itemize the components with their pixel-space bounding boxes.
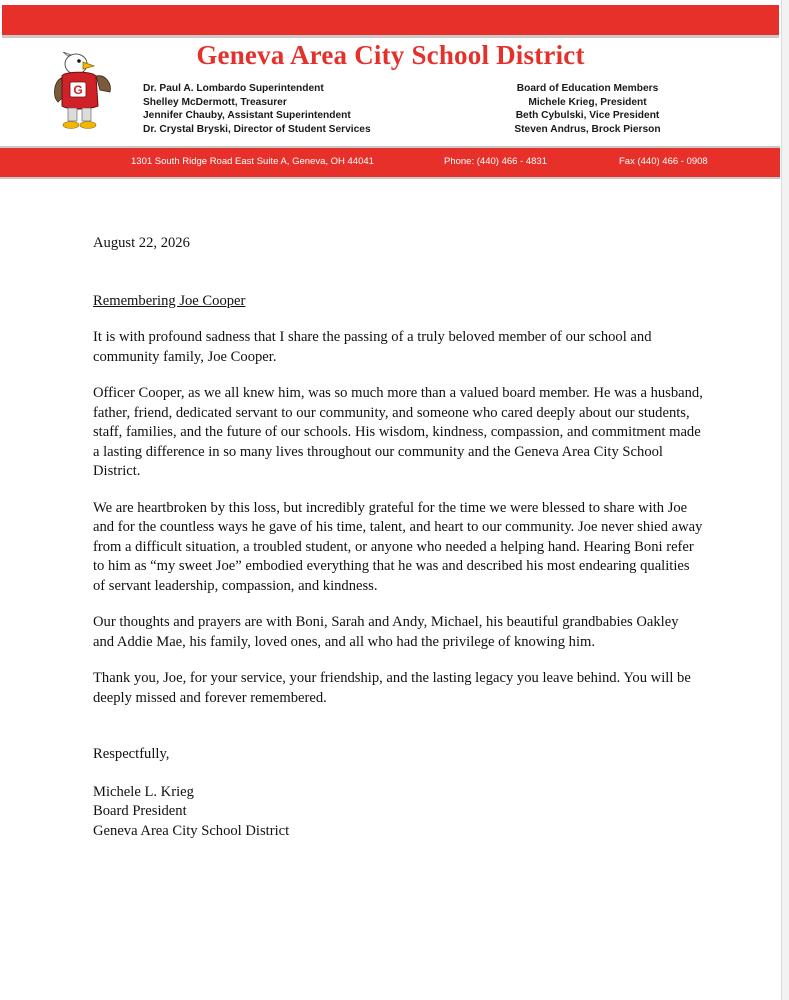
- signature-name: Michele L. Krieg: [93, 783, 194, 800]
- fax-text: Fax (440) 466 - 0908: [619, 156, 708, 167]
- letter-subject: Remembering Joe Cooper: [93, 292, 246, 309]
- admin-line: Dr. Paul A. Lombardo Superintendent: [143, 83, 324, 94]
- paragraph: We are heartbroken by this loss, but incredibly grateful for the time we were blessed to share with Joe and for the countless ways he gave of his time, talent, and heart to our community. Joe never shied away from a difficult situation, a troubled student, or anyone who needed a helping hand. Hearing Boni refer to him as “my sweet Joe” embodied everything that he was and described his most endearing qualities of servant leadership, compassion, and kindness.: [93, 499, 703, 594]
- admin-line: Shelley McDermott, Treasurer: [143, 96, 287, 108]
- letter-body: [93, 234, 703, 841]
- board-line: Michele Krieg, President: [528, 96, 647, 108]
- signature-organization: Geneva Area City School District: [93, 822, 290, 839]
- paragraph: Thank you, Joe, for your service, your friendship, and the lasting legacy you leave behind. You will be deeply missed and forever remembered.: [93, 670, 691, 706]
- paragraph: It is with profound sadness that I share the passing of a truly beloved member of our school and community family, Joe Cooper.: [93, 329, 652, 365]
- letter-date: August 22, 2026: [93, 235, 190, 251]
- paragraph: Our thoughts and prayers are with Boni, Sarah and Andy, Michael, his beautiful grandbabies Oakley and Addie Mae, his family, loved ones, and all who had the privilege of knowing him.: [93, 614, 679, 650]
- paragraph: Officer Cooper, as we all knew him, was so much more than a valued board member. He was a husband, father, friend, dedicated servant to our community, and someone who cared deeply about our students, staff, families, and the future of our schools. His wisdom, kindness, compassion, and commitment made a lasting difference in so many lives throughout our community and the Geneva Area City School District.: [93, 385, 703, 479]
- board-line: Steven Andrus, Brock Pierson: [514, 123, 661, 135]
- board-heading: Board of Education Members: [516, 83, 659, 94]
- signature-title: Board President: [93, 803, 187, 819]
- address-text: 1301 South Ridge Road East Suite A, Geneva, OH 44041: [131, 156, 374, 167]
- phone-text: Phone: (440) 466 - 4831: [444, 156, 547, 167]
- contact-bar: [0, 146, 780, 179]
- board-line: Beth Cybulski, Vice President: [515, 110, 660, 121]
- closing: Respectfully,: [93, 746, 170, 762]
- header-top-bar: [2, 5, 779, 38]
- admin-line: Jennifer Chauby, Assistant Superintendent: [143, 110, 351, 121]
- eagle-mascot-icon: [52, 52, 114, 130]
- board-members-list: [500, 82, 675, 136]
- mascot-sweater-letter: G: [73, 83, 83, 97]
- admin-line: Dr. Crystal Bryski, Director of Student Services: [143, 123, 371, 135]
- district-title: Geneva Area City School District: [196, 40, 585, 70]
- administration-list: [143, 82, 371, 136]
